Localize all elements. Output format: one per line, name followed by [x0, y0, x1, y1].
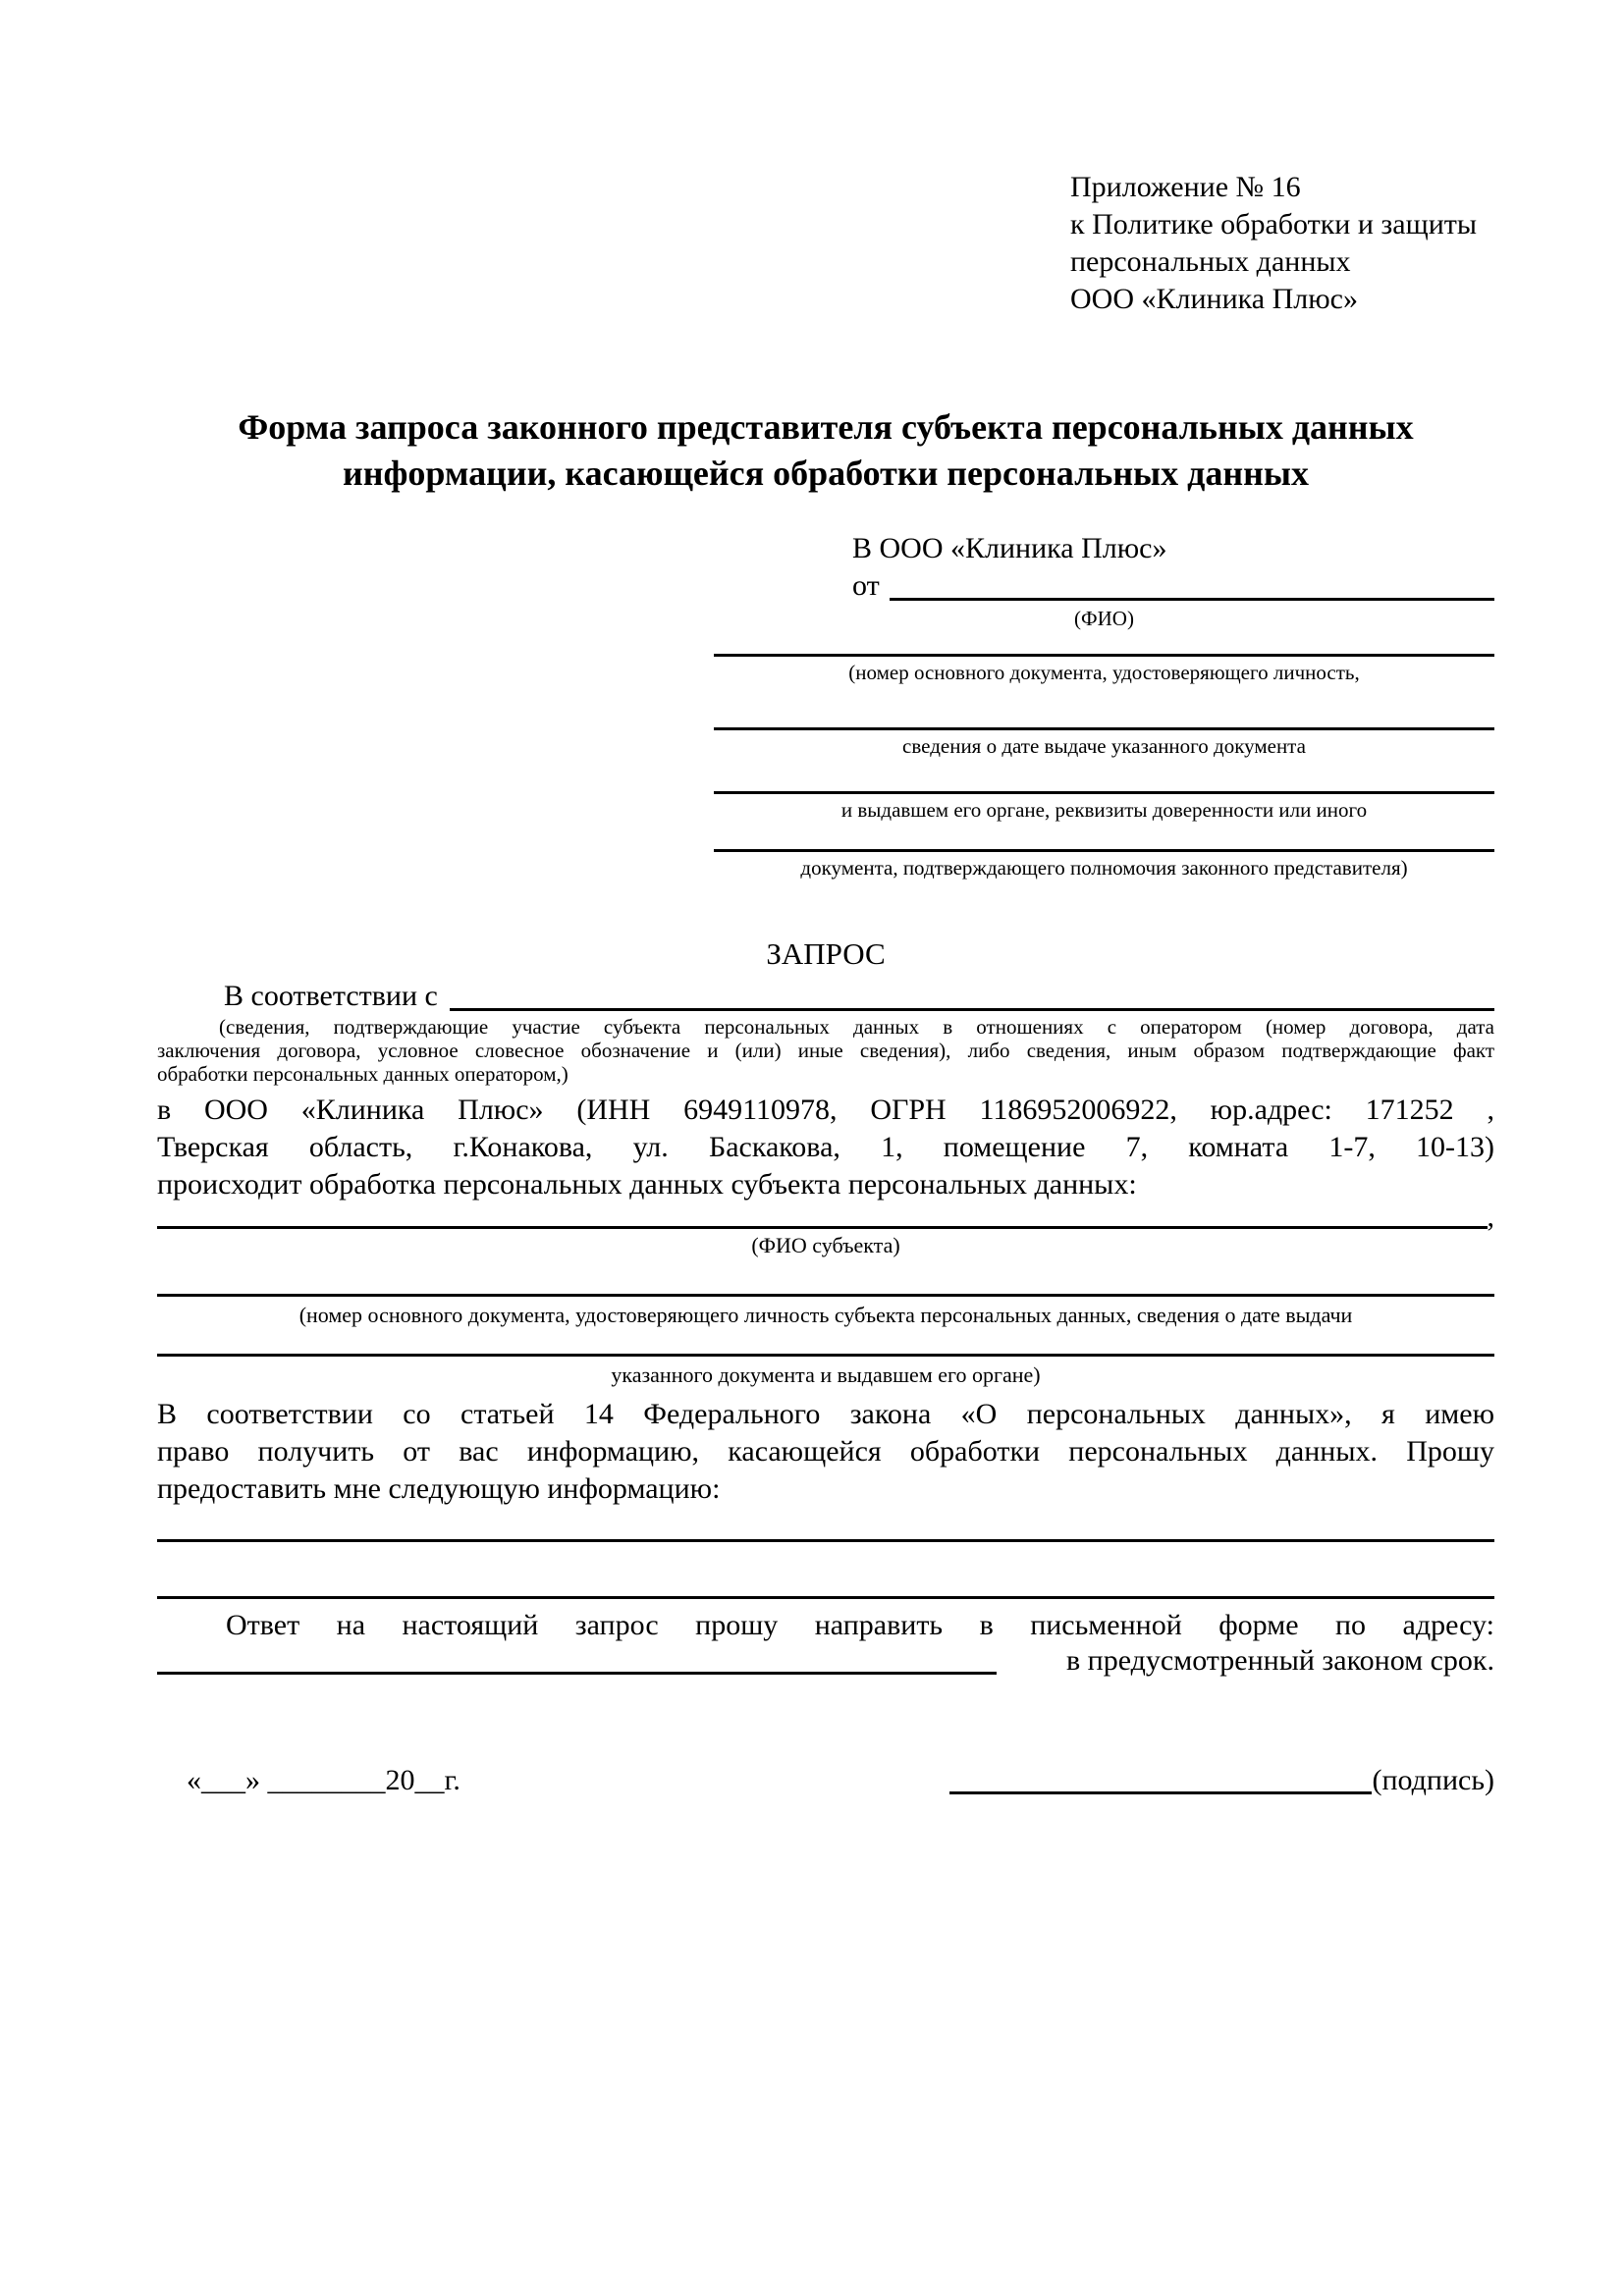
- appendix-company: ООО «Клиника Плюс»: [1070, 283, 1358, 315]
- addressee-from-row: [852, 567, 1494, 605]
- fio-blank-line: [890, 567, 1494, 601]
- signature-blank-line: [949, 1791, 1372, 1794]
- appendix-number: Приложение № 16: [1070, 171, 1301, 203]
- page-title-line1: Форма запроса законного представителя субъекта персональных данных: [238, 407, 1414, 447]
- subject-fio-blank-line: [157, 1203, 1488, 1229]
- law-paragraph-line1: В соответствии со статьей 14 Федерального закона «О персональных данных», я имею: [157, 1398, 1494, 1430]
- signature-group: [949, 1761, 1494, 1800]
- operator-paragraph: [157, 1092, 1494, 1203]
- document-number-caption: (номер основного документа, удостоверяющего личность,: [848, 661, 1360, 684]
- appendix-header: [1070, 0, 1494, 318]
- subject-document-caption: (номер основного документа, удостоверяющего личность субъекта персональных данных, сведения о дате выдачи: [298, 1303, 1353, 1327]
- reply-address-row: [157, 1644, 1494, 1678]
- addressee-from-label: от: [852, 569, 880, 602]
- appendix-policy-line: к Политике обработки и защиты: [1070, 208, 1478, 240]
- page-title-line2: информации, касающейся обработки персональных данных: [343, 454, 1309, 493]
- information-blank-line1: [157, 1539, 1494, 1542]
- law-paragraph-line2: право получить от вас информацию, касающейся обработки персональных данных. Прошу: [157, 1435, 1494, 1468]
- subject-fio-row: [157, 1203, 1494, 1231]
- operator-paragraph-line1: в ООО «Клиника Плюс» (ИНН 6949110978, ОГРН 1186952006922, юр.адрес: 171252 ,: [157, 1094, 1494, 1126]
- signature-caption: (подпись): [1372, 1764, 1494, 1796]
- intro-note-line2: заключения договора, условное словесное обозначение и (или) иные сведения), либо сведения, иным образом подтверждающие факт: [157, 1039, 1494, 1062]
- addressee-to: В ООО «Клиника Плюс»: [852, 532, 1167, 564]
- footer-row: [157, 1761, 1494, 1800]
- operator-paragraph-line3: происходит обработка персональных данных субъекта персональных данных:: [157, 1168, 1137, 1201]
- reply-paragraph: Ответ на настоящий запрос прошу направить в письменной форме по адресу:: [226, 1609, 1494, 1641]
- issue-date-caption: сведения о дате выдаче указанного документа: [902, 734, 1306, 758]
- appendix-policy-line2: персональных данных: [1070, 245, 1351, 278]
- representative-authority-caption: документа, подтверждающего полномочия законного представителя): [800, 856, 1408, 880]
- subject-document-caption2: указанного документа и выдавшем его органе): [611, 1362, 1041, 1387]
- intro-note: [157, 1015, 1494, 1086]
- information-blank-line2: [157, 1596, 1494, 1599]
- page-title: [157, 404, 1494, 497]
- intro-prefix: В соответствии с: [224, 980, 438, 1012]
- operator-paragraph-line2: Тверская область, г.Конакова, ул. Баскакова, 1, помещение 7, комната 1-7, 10-13): [157, 1131, 1494, 1163]
- issuing-authority-caption: и выдавшем его органе, реквизиты доверенности или иного: [840, 798, 1368, 822]
- law-paragraph: [157, 1396, 1494, 1508]
- intro-blank-line: [450, 980, 1494, 1011]
- date-line: «___» ________20__г.: [187, 1764, 460, 1796]
- intro-row: [157, 980, 1494, 1013]
- document-content: [157, 0, 1494, 1800]
- reply-address-blank-line: [157, 1644, 997, 1675]
- subject-fio-caption: (ФИО субъекта): [751, 1233, 900, 1257]
- intro-note-line1: (сведения, подтверждающие участие субъекта персональных данных в отношениях с оператором (номер договора, дата: [219, 1015, 1494, 1039]
- law-paragraph-line3: предоставить мне следующую информацию:: [157, 1472, 721, 1505]
- fio-caption: (ФИО): [1074, 607, 1134, 630]
- addressee-block: [714, 530, 1494, 880]
- subject-fio-trailing-comma: ,: [1487, 1201, 1494, 1233]
- intro-note-line3: обработки персональных данных оператором,): [157, 1062, 568, 1086]
- reply-suffix: в предусмотренный законом срок.: [1066, 1644, 1494, 1677]
- request-heading: ЗАПРОС: [766, 936, 886, 971]
